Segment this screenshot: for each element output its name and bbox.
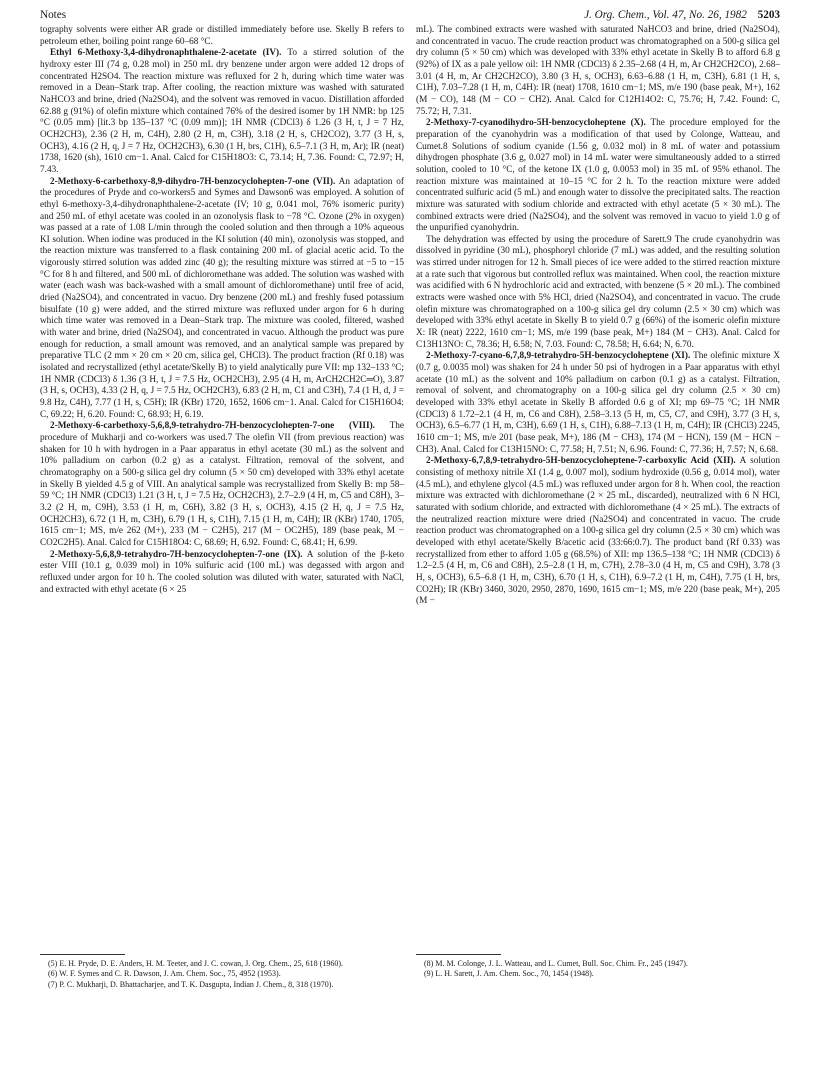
compound-procedure <box>416 456 780 608</box>
running-head <box>40 6 780 24</box>
footnote: (7) P. C. Mukharji, D. Bhattacharjee, and T. K. Dasgupta, Indian J. Chem., 8, 318 (1970). <box>48 979 334 989</box>
procedure-text: A solution of the β-keto ester VIII (10.1 g, 0.039 mol) in 10% sulfuric acid (100 mL) was degassed with argon and refluxed under argon for 10 h. The cooled solution was diluted with water, saturated with NaCl, and extracted with ethyl acetate (6 × 25 <box>40 549 404 595</box>
footnotes-right <box>416 954 780 980</box>
compound-procedure <box>40 421 404 549</box>
footnote-divider <box>416 954 501 955</box>
procedure-text: To a stirred solution of the hydroxy ester III (74 g, 0.28 mol) in 250 mL dry benzene under argon were added 12 drops of concentrated H2SO4. The reaction mixture was refluxed for 2 h, during which time water was removed in a Dean–Stark trap. After cooling, the reaction mixture was washed with saturated NaHCO3 and brine, dried (Na2SO4), and the solvent was removed in vacuo. Distillation afforded 62.88 g (91%) of olefin mixture which contained 76% of the desired isomer by 1H NMR: bp 125 °C (0.05 mm) [lit.3 bp 135–137 °C (0.09 mm)]; 1H NMR (CDCl3) δ 1.26 (3 H, t, J = 7 Hz, OCH2CH3), 2.36 (2 H, m, C4H), 2.80 (2 H, m, C3H), 3.18 (2 H, s, CH2CO2), 3.77 (3 H, s, OCH3), 4.16 (2 H, q, J = 7 Hz, OCH2CH3), 6.30 (1 H, brs, C1H), 6.5–7.1 (3 H, m, Ar); IR (neat) 1738, 1620 (sh), 1610 cm−1. Anal. Calcd for C15H18O3: C, 73.14; H, 7.36. Found: C, 72.97; H, 7.43. <box>40 48 405 175</box>
compound-heading: 2-Methoxy-6-carbethoxy-5,6,8,9-tetrahydro-7H-benzocyclohepten-7-one (VIII). <box>50 421 375 432</box>
footnote: (9) L. H. Sarett, J. Am. Chem. Soc., 70, 1454 (1948). <box>424 969 594 979</box>
compound-heading: 2-Methoxy-6-carbethoxy-8,9-dihydro-7H-benzocyclohepten-7-one (VII). <box>50 176 336 187</box>
compound-procedure <box>416 118 780 235</box>
right-column <box>416 25 780 608</box>
compound-heading: 2-Methoxy-7-cyanodihydro-5H-benzocycloheptene (X). <box>426 118 646 129</box>
footnote: (5) E. H. Pryde, D. E. Anders, H. M. Teeter, and J. C. cowan, J. Org. Chem., 25, 618 (1960). <box>48 959 344 968</box>
footnote-divider <box>40 954 125 955</box>
procedure-text: The procedure of Mukharji and co-workers was used.7 The olefin VII (from previous reaction) was shaken for 10 h with hydrogen in a Paar apparatus in ethyl acetate (30 mL) as the solvent and 10% palladium on carbon (0.2 g) as a catalyst. Filtration, removal of the solvent, and chromatography on a 500-g silica gel dry column (5 × 50 cm) developed with 33% ethyl acetate in Skelly B yielded 4.5 g of VIII. An analytical sample was recrystallized from Skelly B: mp 58–59 °C; 1H NMR (CDCl3) 1.21 (3 H, t, J = 7.5 Hz, OCH2CH3), 2.7–2.9 (4 H, m, C5 and C8H), 3–3.2 (2 H, m, C9H), 3.53 (1 H, m, C6H), 3.82 (3 H, s, OCH3), 4.15 (2 H, q, J = 7.5 Hz, OCH2CH3), 6.72 (1 H, m, C3H), 6.79 (1 H, s, C1H), 7.15 (1 H, m, C4H); IR (KBr) 1740, 1705, 1615 cm−1; MS, m/e 262 (M+), 233 (M − C2H5), 217 (M − OC2H5), 189 (base peak, M − CO2C2H5). Anal. Calcd for C15H18O4: C, 68.69; H, 6.92. Found: C, 68.41; H, 6.99. <box>40 421 404 548</box>
procedure-text: The procedure employed for the preparation of the cyanohydrin was a modification of that used by Colonge, Watteau, and Cumet.8 Solutions of sodium cyanide (1.56 g, 0.032 mol) in 8 mL of water and potassium dihydrogen phosphate (3.6 g, 0.027 mol) in 14 mL water were simultaneously added to a stirred solution, cooled to 10 °C, of the ketone IX (1.0 g, 0.0053 mol) in 35 mL of 95% ethanol. The reaction mixture was maintained at 10–15 °C for 2 h. To the reaction mixture were added concentrated sulfuric acid (5 mL) and enough water to dissolve the precipitated salts. The reaction mixture was saturated with sodium chloride and extracted with ethyl acetate (5 × 30 mL). The combined extracts were dried (Na2SO4), and the solvent was removed in vacuo to yield 1.0 g of the unpurified cyanohydrin. <box>416 118 780 234</box>
compound-procedure <box>40 48 404 176</box>
compound-heading: 2-Methoxy-5,6,8,9-tetrahydro-7H-benzocyclohepten-7-one (IX). <box>50 549 303 560</box>
compound-heading: Ethyl 6-Methoxy-3,4-dihydronaphthalene-2-acetate (IV). <box>50 48 282 59</box>
procedure-text: The olefinic mixture X (0.7 g, 0.0035 mol) was shaken for 24 h under 50 psi of hydrogen in a Paar apparatus with ethyl acetate (10 mL) as the solvent and 10% palladium on carbon (0.1 g) as a catalyst. Filtration, removal of solvent, and chromatography on a 100-g silica gel dry column (2.5 × 30 cm) developed with 33% ethyl acetate in Skelly B afforded 0.6 g of XI; mp 69–75 °C; 1H NMR (CDCl3) δ 1.72–2.1 (4 H, m, C6 and C8H), 2.58–3.13 (5 H, m, C5, C7, and C9H), 3.77 (3 H, s, OCH3), 6.5–6.77 (1 H, m, C3H), 6.69 (1 H, s, C1H), 6.88–7.13 (1 H, m, C4H); IR (CHCl3) 2245, 1610 cm−1; MS, m/e 201 (base peak, M+), 186 (M − CH3), 174 (M − HCN), 159 (M − HCN − CH3). Anal. Calcd for C13H15NO: C, 77.58; H, 7.51; N, 6.96. Found: C, 77.36; H, 7.57; N, 6.68. <box>416 351 780 455</box>
section-label: Notes <box>40 9 67 21</box>
paragraph: tography solvents were either AR grade or distilled immediately before use. Skelly B refers to petroleum ether, boiling point range 60–68 °C. <box>40 25 404 47</box>
paragraph: The dehydration was effected by using the procedure of Sarett.9 The crude cyanohydrin was dissolved in pyridine (30 mL), phosphoryl chloride (7 mL) was added, and the resulting solution was stirred under nitrogen for 12 h. Small pieces of ice were added to the stirred reaction mixture at a rate such that vigorous but controlled reflux was maintained. When cool, the reaction mixture was acidified with 6 N hydrochloric acid and extracted, with benzene (5 × 20 mL). The combined extracts were washed once with 5% HCl, dried (Na2SO4), and concentrated in vacuo. The crude olefin mixture was chromatographed on a 100-g silica gel dry column (2.5 × 30 cm) which was developed with 33% ethyl acetate in Skelly B to yield 0.7 g (66%) of the isomeric olefin mixture X: IR (neat) 2222, 1610 cm−1; MS, m/e 199 (base peak, M+) 184 (M − CH3). Anal. Calcd for C13H13NO: C, 78.36; H, 6.58; N, 7.03. Found: C, 78.58; H, 6.64; N, 6.70. <box>416 234 780 350</box>
footnote: (6) W. F. Symes and C. R. Dawson, J. Am. Chem. Soc., 75, 4952 (1953). <box>48 969 281 979</box>
compound-procedure <box>416 351 780 456</box>
footnotes-left <box>40 954 404 990</box>
procedure-text: An adaptation of the procedures of Pryde and co-workers5 and Symes and Dawson6 was employed. A solution of ethyl 6-methoxy-3,4-dihydronaphthalene-2-acetate (IV; 10 g, 0.041 mol, 76% isomeric purity) and 250 mL of ethyl acetate was cooled in an ozonolysis flask to −78 °C. Ozone (2% in oxygen) was passed at a rate of 1.08 L/min through the cooled solution and then through a 10% aqueous KI solution. When iodine was produced in the KI solution (40 min), ozonolysis was stopped, and the reaction mixture was transferred to a flask containing 200 mL of glacial acetic acid. To the vigorously stirred solution was added zinc (40 g); the resulting mixture was stirred at −5 to −15 °C for 8 h and filtered, and 500 mL of dichloromethane was added. The solution was washed with water (each wash was back-washed with a small amount of dichloromethane) until free of acid, dried (Na2SO4), and concentrated in vacuo. Dry benzene (200 mL) and freshly fused potassium bisulfate (10 g) were added, and the stirred mixture was refluxed under argon for 6 h during which time water was removed in a Dean–Stark trap. The mixture was cooled, filtered, washed with water and brine, dried (Na2SO4), and concentrated in vacuo. Although the product was pure enough for reduction, a small amount was removed, and an analytical sample was prepared by preparative TLC (2 mm × 20 cm × 20 cm, silica gel, CHCl3). The product fraction (Rf 0.18) was isolated and recrystallized (ethyl acetate/Skelly B) to yield analytically pure VII: mp 132–133 °C; 1H NMR (CDCl3) δ 1.36 (3 H, t, J = 7.5 Hz, OCH2CH3), 2.95 (4 H, m, ArCH2CH2C═O), 3.87 (3 H, s, OCH3), 4.33 (2 H, q, J = 7.5 Hz, OCH2CH3), 6.83 (2 H, m, C1 and C3H), 7.4 (1 H, d, J = 9.8 Hz, C4H), 7.77 (1 H, s, C5H); IR (KBr) 1720, 1652, 1606 cm−1. Anal. Calcd for C15H16O4: C, 69.22; H, 6.20. Found: C, 68.93; H, 6.19. <box>40 176 404 420</box>
procedure-text: A solution consisting of methoxy nitrile XI (1.4 g, 0.007 mol), sodium hydroxide (0.56 g, 0.014 mol), water (4.5 mL), and ethylene glycol (4.5 mL) was refluxed under argon for 8 h. When cool, the reaction mixture was extracted with dichloromethane (2 × 25 mL, discarded), neutralized with 6 N HCl, saturated with sodium chloride, and extracted with dichloromethane (4 × 25 mL). The extracts of the neutralized reaction mixture were dried (Na2SO4) and concentrated in vacuo. The crude reaction product was chromatographed on a 100-g silica gel dry column (2.5 × 30 cm) which was developed with ethyl acetate/Skelly B/acetic acid (33:66:0.7). The product band (Rf 0.33) was recrystallized from ether to afford 1.05 g (68.5%) of XII: mp 136.5–138 °C; 1H NMR (CDCl3) δ 1.2–2.5 (4 H, m, C6 and C8H), 2.5–2.8 (1 H, m, C7H), 2.78–3.0 (4 H, m, C5 and C9H), 3.78 (3 H, s, OCH3), 6.5–6.8 (1 H, m, C3H), 6.70 (1 H, s, C1H), 6.9–7.2 (1 H, m, C4H), 7.75 (1 H, brs, CO2H); IR (KBr) 3460, 3020, 2950, 2870, 1690, 1615 cm−1; MS, m/e 220 (base peak, M+), 205 (M − <box>416 456 780 607</box>
journal-name: J. Org. Chem., Vol. 47, No. 26, 1982 <box>584 9 747 21</box>
page-number: 5203 <box>757 9 780 21</box>
compound-procedure <box>40 177 404 422</box>
footnote: (8) M. M. Colonge, J. L. Watteau, and L. Cumet, Bull. Soc. Chim. Fr., 245 (1947). <box>424 959 688 968</box>
compound-heading: 2-Methoxy-6,7,8,9-tetrahydro-5H-benzocycloheptene-7-carboxylic Acid (XII). <box>426 456 736 467</box>
journal-citation <box>584 6 780 24</box>
compound-procedure <box>40 550 404 597</box>
left-column <box>40 25 404 596</box>
paragraph: mL). The combined extracts were washed with saturated NaHCO3 and brine, dried (Na2SO4), and concentrated in vacuo. The crude reaction product was chromatographed on a 500-g silica gel dry column (5 × 50 cm) which was developed with 33% ethyl acetate in Skelly B to afford 6.8 g (92%) of IX as a pale yellow oil: 1H NMR (CDCl3) δ 2.35–2.68 (4 H, m, Ar CH2CH2CO), 2.68–3.01 (4 H, m, Ar CH2CH2CO), 3.80 (3 H, s, OCH3), 6.63–6.88 (1 H, m, C3H), 6.81 (1 H, s, C1H), 7.03–7.28 (1 H, m, C4H): IR (neat) 1708, 1610 cm−1; MS, m/e 190 (base peak, M+), 162 (M − CO), 148 (M − CO − CH2). Anal. Calcd for C12H14O2: C, 75.76; H, 7.42. Found: C, 75.72; H, 7.31. <box>416 25 780 117</box>
compound-heading: 2-Methoxy-7-cyano-6,7,8,9-tetrahydro-5H-benzocycloheptene (XI). <box>426 351 691 362</box>
